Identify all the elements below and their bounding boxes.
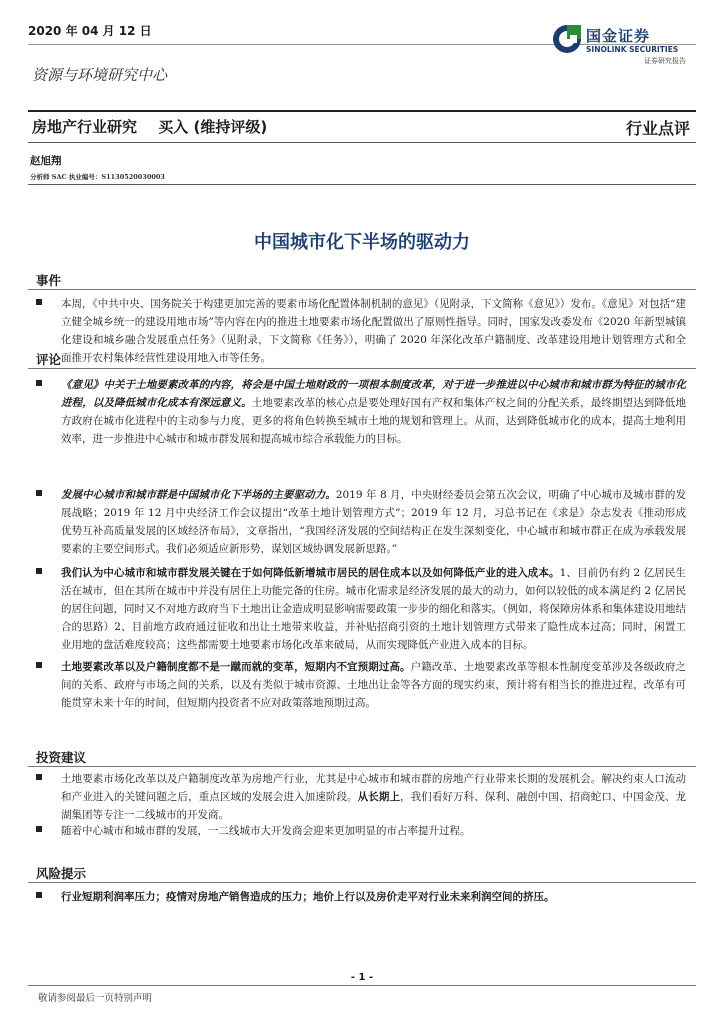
investment-text: 土地要素市场化改革以及户籍制度改革为房地产行业，尤其是中心城市和城市群的房地产行业带来长期的发展机会。解决约束人口流动和产业进入的关键问题之后，重点区域的发展会进入加速阶段。	[61, 773, 686, 803]
footer-divider	[28, 985, 696, 986]
investment-text: 随着中心城市和城市群的发展，一二线城市大开发商会迎来更加明显的市占率提升过程。	[61, 825, 471, 837]
logo-chinese-name: 国金证券	[586, 27, 651, 45]
report-type: 行业点评	[625, 119, 690, 138]
comment-text: 1、目前仍有约 2 亿居民生活在城市，但在其所在城市中并没有居住上功能完备的住房。城市化需求是经济发展的最大的动力，如何以较低的成本满足约 2 亿居民的居住问题，同时又不对地方政府当下土地出让金造成明显影响需要政策一步步的细化和落实。（例如，将保障房体系和集体建设用地结合的思路）2、目前地方政府通过征收和出让土地带来收益，并补贴招商引资的土地计划管理方式带来了隐性成本过高；同时，闲置工业用地的盘活难度较高；这些都需要土地要素市场化改革来破局，从而实现降低产业进入成本的目标。	[61, 567, 686, 651]
investment-bullet	[36, 822, 686, 840]
comment-text: 户籍改革、土地要素改革等根本性制度变革涉及各级政府之间的关系、政府与市场之间的关系，以及有类似于城市资源、土地出让金等各方面的现实约束，预计将有相当长的推进过程，改革有可能贯穿未来十年的时间，但短期内投资者不应对政策落地预期过高。	[61, 661, 687, 709]
bullet-square-icon	[36, 774, 42, 780]
comment-lead: 土地要素改革以及户籍制度都不是一蹴而就的变革，短期内不宜预期过高。	[61, 661, 411, 673]
industry-label: 房地产行业研究	[32, 118, 138, 136]
comment-bullet	[36, 376, 686, 448]
footer-disclaimer: 敬请参阅最后一页特别声明	[38, 993, 153, 1004]
sinolink-logo-icon	[552, 24, 582, 54]
section-heading-event: 事件	[36, 273, 62, 288]
bullet-square-icon	[36, 299, 42, 305]
risk-bullet	[36, 888, 686, 906]
analyst-license: 分析师 SAC 执业编号：S1130520030003	[30, 173, 165, 181]
event-text: 本周，《中共中央、国务院关于构建更加完善的要素市场化配置体制机制的意见》（见附录，下文简称《意见》）发布。《意见》对包括“建立健全城乡统一的建设用地市场”等内容在内的推进土地要素市场化配置做出了原则性指导。同时，国家发改委发布《2020 年新型城镇化建设和城乡融合发展重点任务》（见附录，下文简称《任务》），明确了 2020 年深化改革户籍制度、改革建设用地计划管理方式和全面推开农村集体经营性建设用地入市等任务。	[61, 298, 686, 364]
event-bullet	[36, 295, 686, 367]
research-center-name: 资源与环境研究中心	[32, 66, 168, 84]
bullet-square-icon	[36, 892, 42, 898]
comment-lead: 发展中心城市和城市群是中国城市化下半场的主要驱动力。	[61, 489, 336, 501]
investment-emphasis: 从长期上	[357, 791, 401, 803]
section-heading-comment: 评论	[36, 352, 62, 367]
investment-bullet	[36, 770, 686, 824]
section-heading-investment: 投资建议	[36, 750, 87, 765]
document-title: 中国城市化下半场的驱动力	[254, 232, 470, 253]
bullet-square-icon	[36, 662, 42, 668]
report-title-bar	[28, 110, 696, 143]
bullet-square-icon	[36, 380, 42, 386]
comment-bullet	[36, 658, 686, 712]
comment-text: 2019 年 8 月，中央财经委员会第五次会议，明确了中心城市及城市群的发展战略；2019 年 12 月中央经济工作会议提出“改革土地计划管理方式”；2019 年 12 月，习总书记在《求是》杂志发表《推动形成优势互补高质量发展的区域经济布局》，文章指出，“我国经济发展的空间结构正在发生深刻变化，中心城市和城市群正在成为承载发展要素的主要空间形式。我们必须适应新形势，谋划区域协调发展新思路。”	[61, 489, 686, 555]
logo-english-name: SINOLINK SECURITIES	[586, 45, 679, 54]
report-date: 2020 年 04 月 12 日	[28, 24, 152, 38]
bullet-square-icon	[36, 490, 42, 496]
investment-tail: ，我们看好万科、保利、融创中国、招商蛇口、中国金茂、龙湖集团等专注一二线城市的开发商。	[61, 791, 687, 821]
comment-bullet	[36, 564, 686, 654]
bullet-square-icon	[36, 568, 42, 574]
section-divider	[28, 766, 696, 767]
rating-label: 买入 (维持评级)	[158, 118, 268, 136]
bullet-square-icon	[36, 826, 42, 832]
comment-text: 土地要素改革的核心点是要处理好国有产权和集体产权之间的分配关系，最终期望达到降低地方政府在城市化进程中的主动参与力度，更多的将角色转换至城市土地的规划和管理上。从而，达到降低城市化的成本，提高土地利用效率，进一步推进中心城市和城市群发展和提高城市综合承载能力的目标。	[61, 397, 687, 445]
analyst-name: 赵旭翔	[30, 155, 62, 167]
analyst-divider	[28, 184, 696, 185]
section-divider	[28, 368, 696, 369]
page-number: - 1 -	[350, 972, 374, 983]
report-label: 证券研究报告	[644, 57, 686, 65]
comment-bullet	[36, 486, 686, 558]
section-divider	[28, 289, 696, 290]
risk-text: 行业短期利润率压力；疫情对房地产销售造成的压力；地价上行以及房价走平对行业未来利润空间的挤压。	[61, 891, 555, 903]
comment-lead: 我们认为中心城市和城市群发展关键在于如何降低新增城市居民的居住成本以及如何降低产业的进入成本。	[61, 567, 560, 579]
section-divider	[28, 882, 696, 883]
comment-lead: 《意见》中关于土地要素改革的内容，将会是中国土地财政的一项根本制度改革，对于进一步推进以中心城市和城市群为特征的城市化进程，以及降低城市化成本有深远意义。	[61, 379, 686, 409]
section-heading-risk: 风险提示	[36, 866, 87, 881]
